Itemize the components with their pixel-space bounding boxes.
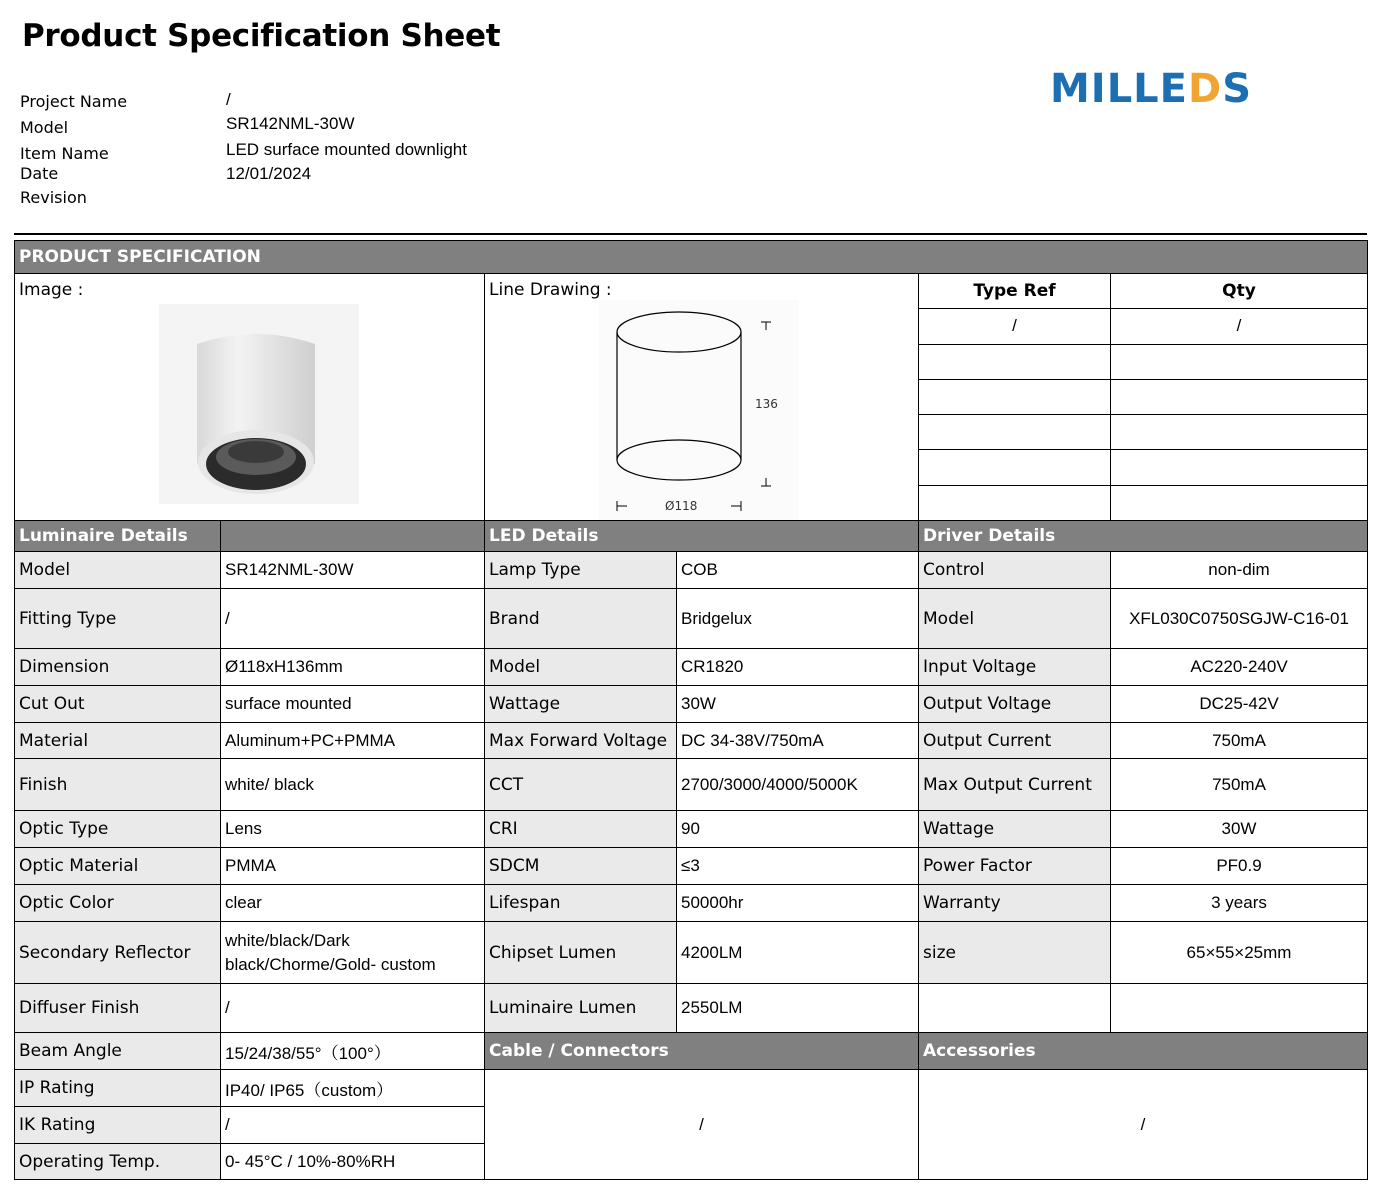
meta-value: / [226,90,231,109]
luminaire-value: surface mounted [221,686,485,723]
type-ref-cell [919,344,1111,379]
table-row [15,984,1368,1033]
luminaire-value: 0- 45°C / 10%-80%RH [221,1144,485,1180]
meta-label: Revision [20,188,87,207]
driver-value: 30W [1111,811,1368,848]
luminaire-value: / [221,984,485,1033]
driver-label: Power Factor [919,848,1111,885]
table-row [15,686,1368,723]
table-row [15,1070,1368,1107]
driver-value: non-dim [1111,552,1368,589]
led-label: Brand [485,589,677,649]
logo-text: MILLE [1050,66,1188,112]
luminaire-value: PMMA [221,848,485,885]
led-value: 30W [677,686,919,723]
led-label: Luminaire Lumen [485,984,677,1033]
driver-label: size [919,922,1111,984]
driver-label: Warranty [919,885,1111,922]
image-label: Image : [19,280,84,300]
type-ref-cell [919,379,1111,414]
table-row [15,649,1368,686]
qty-cell [1111,379,1368,414]
driver-label: Output Voltage [919,686,1111,723]
luminaire-label: Optic Material [15,848,221,885]
luminaire-label: Operating Temp. [15,1144,221,1180]
product-photo [159,304,359,504]
led-label: Max Forward Voltage [485,723,677,759]
diameter-dimension: Ø118 [665,499,698,513]
luminaire-label: Cut Out [15,686,221,723]
luminaire-value: white/ black [221,759,485,811]
driver-value: 750mA [1111,723,1368,759]
luminaire-label: Dimension [15,649,221,686]
led-value: 2700/3000/4000/5000K [677,759,919,811]
line-drawing-cell [485,274,919,521]
drawing-label: Line Drawing : [489,280,612,300]
led-label: Chipset Lumen [485,922,677,984]
driver-details-header: Driver Details [919,521,1368,552]
meta-value: SR142NML-30W [226,114,355,133]
driver-label: Output Current [919,723,1111,759]
table-row [15,1033,1368,1070]
table-row [15,885,1368,922]
driver-value: AC220-240V [1111,649,1368,686]
luminaire-label: IP Rating [15,1070,221,1107]
luminaire-value: Ø118xH136mm [221,649,485,686]
accessories-header: Accessories [919,1033,1368,1070]
accessories-value: / [919,1070,1368,1180]
luminaire-details-header-blank [221,521,485,552]
luminaire-value: / [221,589,485,649]
header-divider [14,233,1367,235]
luminaire-label: Diffuser Finish [15,984,221,1033]
table-row [15,759,1368,811]
logo-text-end: S [1222,66,1253,112]
type-ref-cell: / [919,309,1111,344]
table-row [15,723,1368,759]
qty-header: Qty [1111,274,1368,309]
led-value: 4200LM [677,922,919,984]
led-label: Lamp Type [485,552,677,589]
luminaire-value: white/black/Dark black/Chorme/Gold- custom [221,922,485,984]
driver-label: Control [919,552,1111,589]
cable-connectors-value: / [485,1070,919,1180]
driver-label [919,984,1111,1033]
meta-label: Project Name [20,92,128,111]
luminaire-value: 15/24/38/55°（100°） [221,1033,485,1070]
table-row [15,848,1368,885]
luminaire-value: Aluminum+PC+PMMA [221,723,485,759]
meta-label: Model [20,118,69,137]
driver-value: 750mA [1111,759,1368,811]
type-ref-cell [919,450,1111,485]
specification-table [14,240,1368,1180]
led-value: DC 34-38V/750mA [677,723,919,759]
logo-accent-letter: D [1188,66,1223,112]
driver-value: DC25-42V [1111,686,1368,723]
luminaire-value: / [221,1107,485,1144]
led-label: Lifespan [485,885,677,922]
qty-cell [1111,450,1368,485]
led-value: COB [677,552,919,589]
meta-value: 12/01/2024 [226,164,312,183]
luminaire-label: Fitting Type [15,589,221,649]
led-value: Bridgelux [677,589,919,649]
driver-label: Wattage [919,811,1111,848]
line-drawing [599,300,799,520]
led-label: Model [485,649,677,686]
led-value: 50000hr [677,885,919,922]
luminaire-label: Beam Angle [15,1033,221,1070]
luminaire-label: Optic Color [15,885,221,922]
led-value: 2550LM [677,984,919,1033]
led-value: ≤3 [677,848,919,885]
driver-value [1111,984,1368,1033]
driver-value: 65×55×25mm [1111,922,1368,984]
driver-value: XFL030C0750SGJW-C16-01 [1111,589,1368,649]
type-ref-cell [919,415,1111,450]
meta-label: Date [20,164,59,183]
driver-label: Model [919,589,1111,649]
luminaire-label: Model [15,552,221,589]
table-row [15,922,1368,984]
driver-label: Input Voltage [919,649,1111,686]
product-image-cell [15,274,485,521]
qty-cell [1111,344,1368,379]
led-label: SDCM [485,848,677,885]
luminaire-value: clear [221,885,485,922]
qty-cell: / [1111,309,1368,344]
luminaire-label: Material [15,723,221,759]
table-row [15,552,1368,589]
height-dimension: 136 [755,397,778,411]
led-details-header: LED Details [485,521,919,552]
qty-cell [1111,415,1368,450]
driver-value: 3 years [1111,885,1368,922]
led-label: CRI [485,811,677,848]
driver-value: PF0.9 [1111,848,1368,885]
luminaire-label: IK Rating [15,1107,221,1144]
company-logo [1050,66,1252,112]
cable-connectors-header: Cable / Connectors [485,1033,919,1070]
table-row [15,811,1368,848]
luminaire-label: Optic Type [15,811,221,848]
driver-label: Max Output Current [919,759,1111,811]
meta-label: Item Name [20,144,109,163]
led-value: CR1820 [677,649,919,686]
page-title: Product Specification Sheet [22,18,501,54]
meta-value: LED surface mounted downlight [226,140,467,159]
section-header: PRODUCT SPECIFICATION [15,241,1368,274]
luminaire-label: Secondary Reflector [15,922,221,984]
luminaire-value: SR142NML-30W [221,552,485,589]
luminaire-value: Lens [221,811,485,848]
led-label: CCT [485,759,677,811]
table-row [15,589,1368,649]
luminaire-value: IP40/ IP65（custom） [221,1070,485,1107]
luminaire-label: Finish [15,759,221,811]
qty-cell [1111,485,1368,520]
type-ref-header: Type Ref [919,274,1111,309]
led-value: 90 [677,811,919,848]
led-label: Wattage [485,686,677,723]
luminaire-details-header: Luminaire Details [15,521,221,552]
type-ref-cell [919,485,1111,520]
